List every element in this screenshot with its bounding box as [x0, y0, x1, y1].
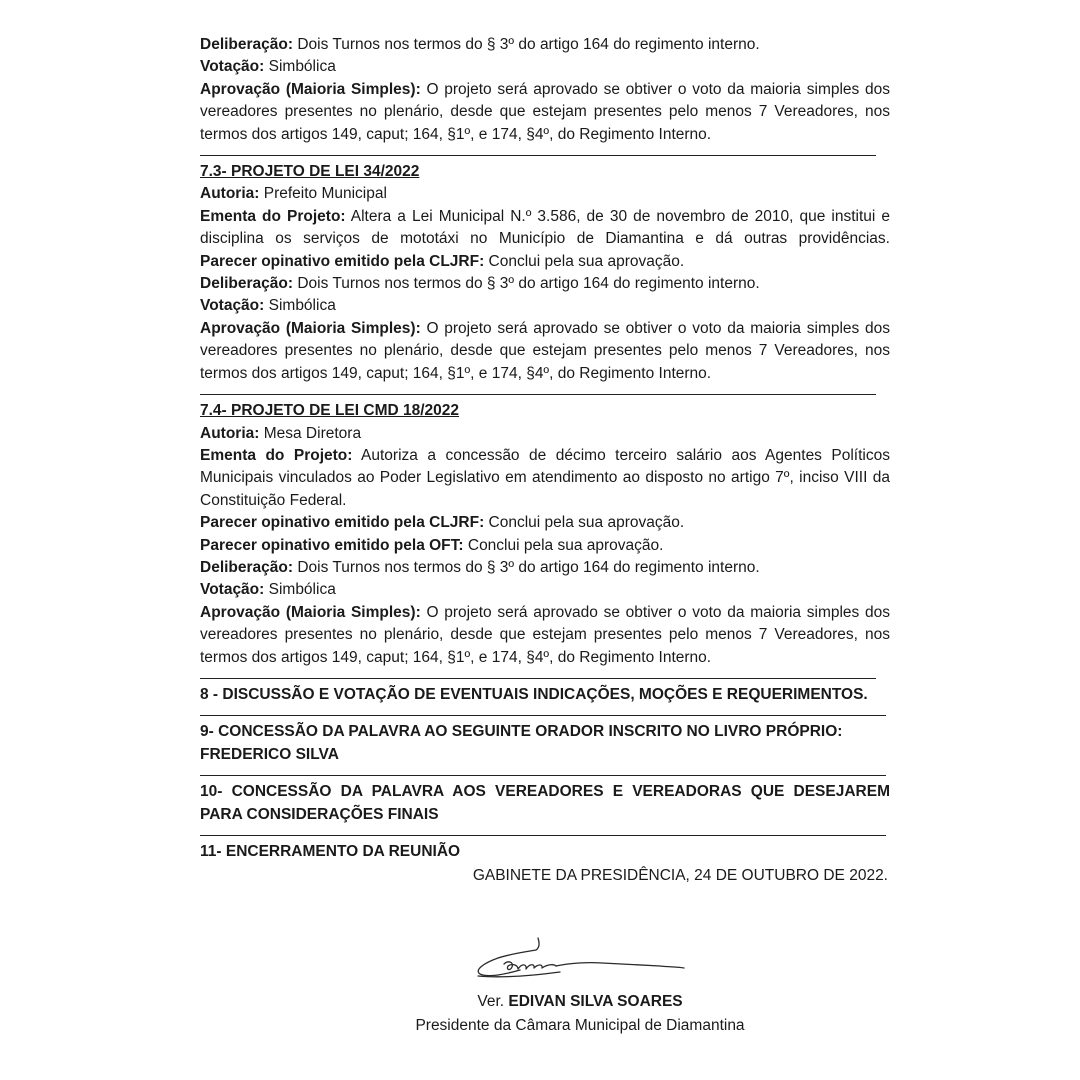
- divider: [200, 678, 876, 679]
- aprovacao-paragraph: [200, 79, 890, 146]
- section-11-title: 11- ENCERRAMENTO DA REUNIÃO: [200, 843, 461, 860]
- signature-block: [340, 990, 820, 1038]
- votacao-text: Simbólica: [264, 297, 336, 315]
- parecer-oft-text: Conclui pela sua aprovação.: [463, 536, 664, 554]
- autoria-text: Prefeito Municipal: [259, 185, 387, 203]
- deliberacao-text: Dois Turnos nos termos do § 3º do artigo 164 do regimento interno.: [293, 275, 760, 293]
- signature-image: [470, 930, 700, 990]
- autoria-line: [200, 183, 890, 205]
- ementa-label: Ementa do Projeto:: [200, 446, 353, 464]
- aprovacao-text: O projeto será aprovado se obtiver o voto da maioria simples dos vereadores presentes no plenário, desde que estejam presentes pelo menos 7 Vereadores, nos termos dos artigos 149, caput; 164, §1º, e 174, §4º, do Regimento Interno.: [200, 603, 890, 666]
- votacao-line: [200, 579, 890, 601]
- aprovacao-text: O projeto será aprovado se obtiver o voto da maioria simples dos vereadores presentes no plenário, desde que estejam presentes pelo menos 7 Vereadores, nos termos dos artigos 149, caput; 164, §1º, e 174, §4º, do Regimento Interno.: [200, 80, 890, 143]
- deliberacao-line: [200, 273, 890, 295]
- section-9-speaker: FREDERICO SILVA: [200, 745, 339, 763]
- signer-role: Presidente da Câmara Municipal de Diamantina: [415, 1017, 745, 1034]
- divider: [200, 394, 876, 395]
- divider: [200, 835, 886, 836]
- aprovacao-label: Aprovação (Maioria Simples):: [200, 603, 421, 621]
- deliberacao-line: [200, 34, 890, 56]
- date-line: GABINETE DA PRESIDÊNCIA, 24 DE OUTUBRO DE 2022.: [472, 867, 888, 885]
- votacao-label: Votação:: [200, 58, 265, 76]
- ementa-text: Altera a Lei Municipal N.º 3.586, de 30 de novembro de 2010, que institui e disciplina os serviços de mototáxi no Município de Diamantina e dá outras providências.: [200, 207, 890, 248]
- parecer-cljrf-text: Conclui pela sua aprovação.: [484, 514, 685, 532]
- ementa-text: Autoriza a concessão de décimo terceiro salário aos Agentes Políticos Municipais vinculados ao Poder Legislativo em atendimento ao disposto no artigo 7º, inciso VIII da Constituição Federal.: [200, 446, 890, 509]
- votacao-label: Votação:: [200, 297, 265, 315]
- deliberacao-line: [200, 557, 890, 579]
- parecer-cljrf-text: Conclui pela sua aprovação.: [484, 252, 685, 270]
- ementa-paragraph: [200, 206, 890, 251]
- signer-name: EDIVAN SILVA SOARES: [508, 993, 683, 1010]
- deliberacao-label: Deliberação:: [200, 558, 294, 576]
- parecer-cljrf-line: [200, 251, 890, 273]
- votacao-text: Simbólica: [264, 58, 336, 76]
- item-7-3-heading: 7.3- PROJETO DE LEI 34/2022: [200, 163, 420, 181]
- item-7-4-heading: 7.4- PROJETO DE LEI CMD 18/2022: [200, 402, 460, 420]
- deliberacao-text: Dois Turnos nos termos do § 3º do artigo 164 do regimento interno.: [293, 558, 760, 576]
- aprovacao-paragraph: [200, 602, 890, 669]
- section-9-title: 9- CONCESSÃO DA PALAVRA AO SEGUINTE ORADOR INSCRITO NO LIVRO PRÓPRIO:: [200, 723, 843, 741]
- aprovacao-paragraph: [200, 318, 890, 385]
- parecer-cljrf-line: [200, 512, 890, 534]
- aprovacao-label: Aprovação (Maioria Simples):: [200, 319, 421, 337]
- aprovacao-text: O projeto será aprovado se obtiver o voto da maioria simples dos vereadores presentes no plenário, desde que estejam presentes pelo menos 7 Vereadores, nos termos dos artigos 149, caput; 164, §1º, e 174, §4º, do Regimento Interno.: [200, 319, 890, 382]
- votacao-line: [200, 56, 890, 78]
- autoria-label: Autoria:: [200, 424, 260, 442]
- section-8-title: 8 - DISCUSSÃO E VOTAÇÃO DE EVENTUAIS INDICAÇÕES, MOÇÕES E REQUERIMENTOS.: [200, 685, 868, 703]
- deliberacao-label: Deliberação:: [200, 275, 294, 293]
- deliberacao-text: Dois Turnos nos termos do § 3º do artigo 164 do regimento interno.: [293, 36, 760, 53]
- votacao-label: Votação:: [200, 581, 265, 599]
- parecer-oft-line: [200, 535, 890, 557]
- votacao-line: [200, 295, 890, 317]
- autoria-text: Mesa Diretora: [259, 424, 362, 442]
- ementa-paragraph: [200, 445, 890, 512]
- signer-name-line: [340, 990, 820, 1014]
- divider: [200, 155, 876, 156]
- ementa-label: Ementa do Projeto:: [200, 207, 346, 225]
- document-page: [200, 34, 890, 888]
- parecer-cljrf-label: Parecer opinativo emitido pela CLJRF:: [200, 514, 485, 532]
- parecer-oft-label: Parecer opinativo emitido pela OFT:: [200, 536, 464, 554]
- signer-prefix: Ver.: [477, 993, 509, 1010]
- autoria-line: [200, 423, 890, 445]
- aprovacao-label: Aprovação (Maioria Simples):: [200, 80, 421, 98]
- parecer-cljrf-label: Parecer opinativo emitido pela CLJRF:: [200, 252, 485, 270]
- autoria-label: Autoria:: [200, 185, 260, 203]
- deliberacao-label: Deliberação:: [200, 36, 294, 53]
- divider: [200, 715, 886, 716]
- divider: [200, 775, 886, 776]
- section-10-title: 10- CONCESSÃO DA PALAVRA AOS VEREADORES E VEREADORAS QUE DESEJAREM PARA CONSIDERAÇÕES FINAIS: [200, 783, 890, 823]
- votacao-text: Simbólica: [264, 581, 336, 599]
